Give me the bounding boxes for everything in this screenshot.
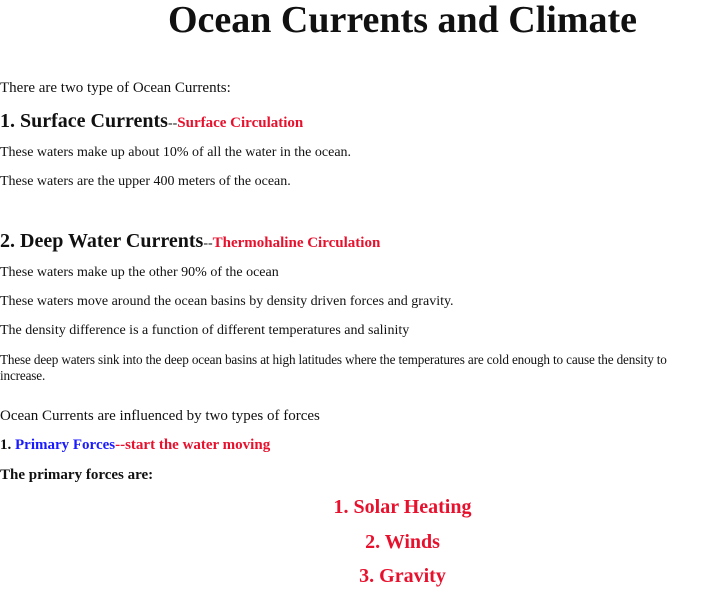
primary-force-item: 3. Gravity [359, 565, 446, 587]
primary-label: Primary Forces [15, 437, 116, 453]
heading-text: 2. Deep Water Currents [0, 230, 204, 252]
heading-subtitle: Thermohaline Circulation [212, 235, 381, 251]
surface-line: These waters are the upper 400 meters of the ocean. [0, 174, 291, 189]
primary-force-item: 1. Solar Heating [333, 496, 472, 518]
surface-currents-heading [0, 110, 303, 133]
deep-line: These waters make up the other 90% of the ocean [0, 265, 279, 280]
primary-forces-line [0, 437, 270, 454]
page-title: Ocean Currents and Climate [168, 0, 637, 41]
deep-line: These deep waters sink into the deep ocean basins at high latitudes where the temperatures are cold enough to cause the density to increase. [0, 352, 667, 383]
heading-dash: -- [167, 116, 178, 131]
primary-number: 1. [0, 437, 15, 453]
surface-line: These waters make up about 10% of all the water in the ocean. [0, 145, 352, 160]
primary-list-heading: The primary forces are: [0, 467, 154, 483]
heading-dash: -- [203, 236, 213, 251]
deep-line: These waters move around the ocean basins by density driven forces and gravity. [0, 294, 454, 309]
deep-line: The density difference is a function of different temperatures and salinity [0, 323, 410, 338]
heading-subtitle: Surface Circulation [177, 115, 304, 131]
primary-desc: --start the water moving [115, 437, 271, 453]
deep-currents-heading [0, 230, 380, 253]
primary-force-item: 2. Winds [365, 531, 440, 553]
heading-text: 1. Surface Currents [0, 110, 168, 132]
forces-intro: Ocean Currents are influenced by two types of forces [0, 408, 320, 424]
intro-text: There are two type of Ocean Currents: [0, 80, 231, 96]
